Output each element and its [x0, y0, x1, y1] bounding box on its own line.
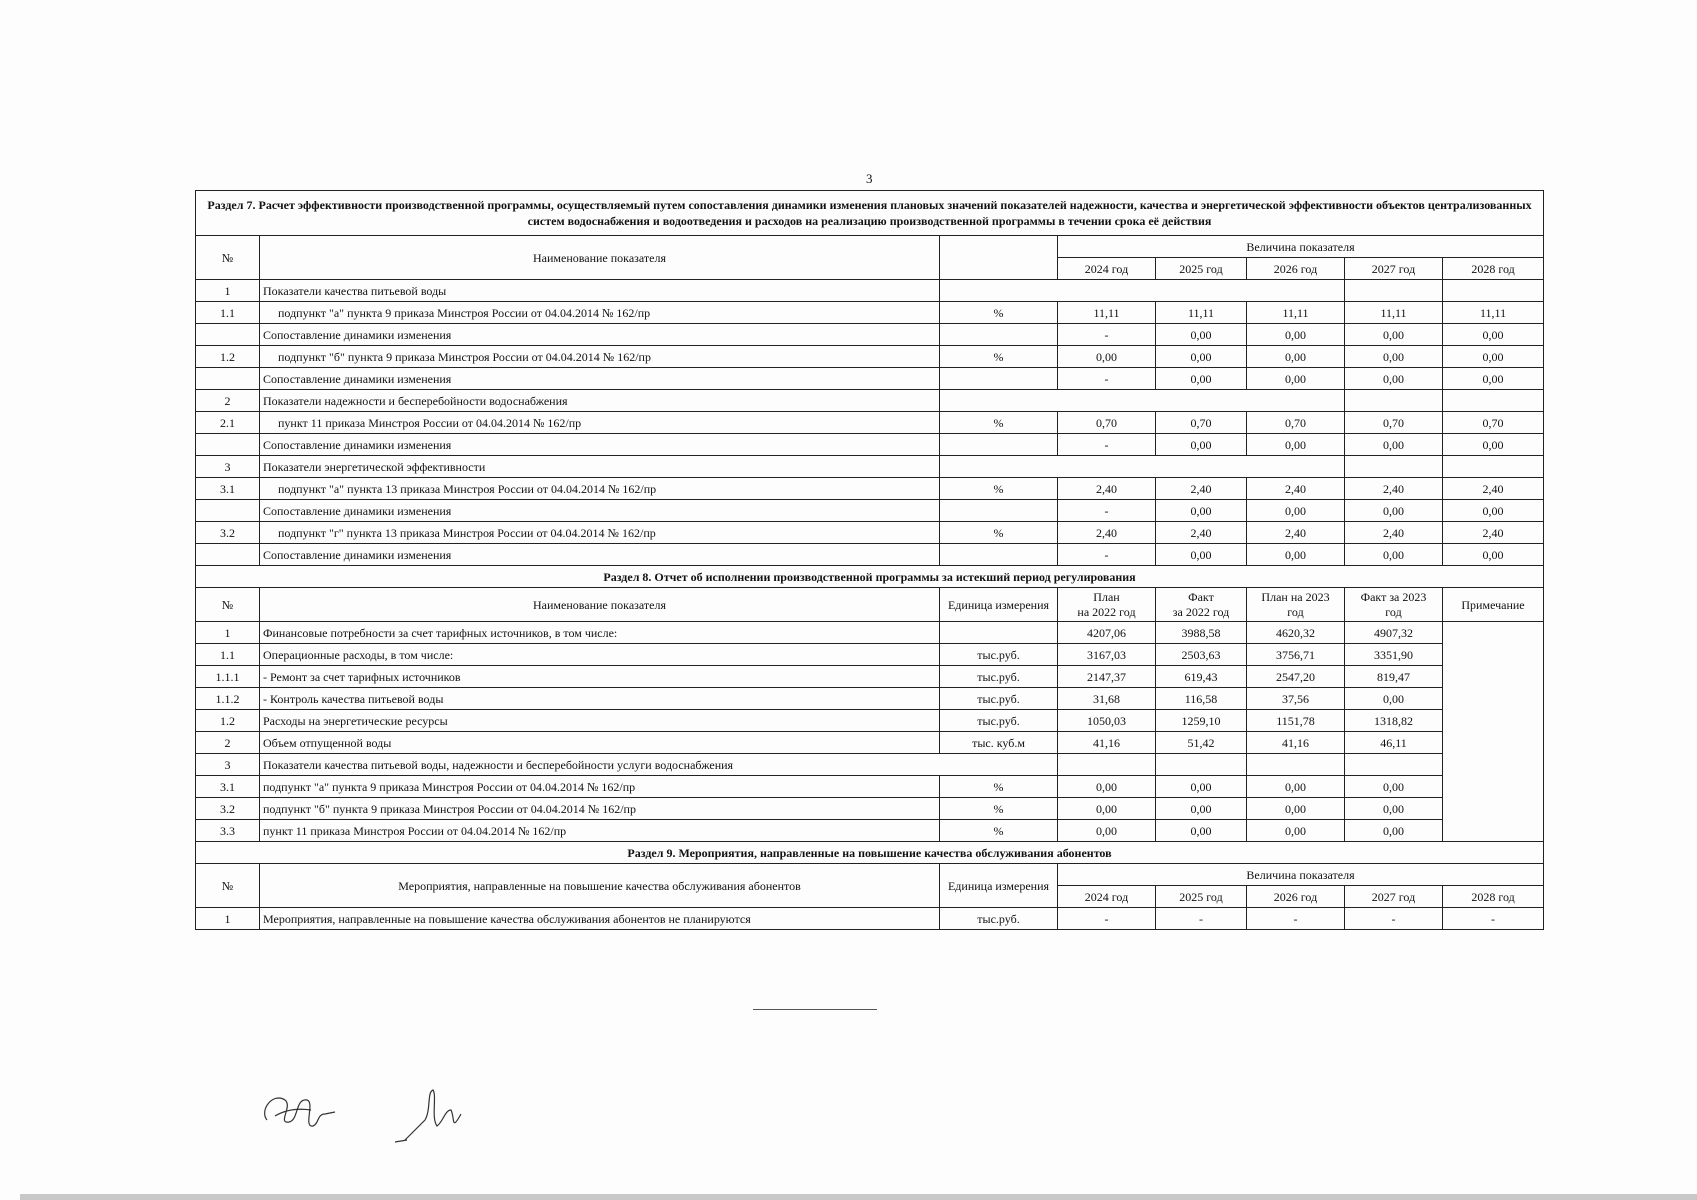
column-header-group: Величина показателя: [1058, 864, 1544, 886]
row-value: 0,00: [1156, 324, 1247, 346]
row-name: подпункт "а" пункта 9 приказа Минстроя России от 04.04.2014 № 162/пр: [260, 776, 940, 798]
row-number: 1.1.2: [196, 688, 260, 710]
row-unit: %: [940, 302, 1058, 324]
row-value: 0,00: [1345, 324, 1443, 346]
row-name: Показатели энергетической эффективности: [260, 456, 940, 478]
table-cell: [1247, 754, 1345, 776]
row-unit: тыс.руб.: [940, 644, 1058, 666]
row-name: Показатели надежности и бесперебойности водоснабжения: [260, 390, 940, 412]
column-header-no: №: [196, 236, 260, 280]
row-unit: тыс.руб.: [940, 710, 1058, 732]
table-row: [196, 544, 1544, 566]
table-row: [196, 412, 1544, 434]
table-cell: [1345, 280, 1443, 302]
row-name: подпункт "б" пункта 9 приказа Минстроя России от 04.04.2014 № 162/пр: [260, 346, 940, 368]
row-value: 2,40: [1247, 522, 1345, 544]
row-value: 2547,20: [1247, 666, 1345, 688]
row-unit: %: [940, 478, 1058, 500]
column-header-name: Мероприятия, направленные на повышение качества обслуживания абонентов: [260, 864, 940, 908]
row-name: Расходы на энергетические ресурсы: [260, 710, 940, 732]
row-value: 0,00: [1247, 500, 1345, 522]
row-value: 0,00: [1443, 368, 1544, 390]
signatures: [255, 1070, 495, 1150]
row-value: 0,00: [1058, 776, 1156, 798]
column-header-name: Наименование показателя: [260, 236, 940, 280]
table-cell: [940, 280, 1345, 302]
row-name: - Ремонт за счет тарифных источников: [260, 666, 940, 688]
section-9-title: Раздел 9. Мероприятия, направленные на повышение качества обслуживания абонентов: [196, 842, 1544, 864]
column-header-year: 2024 год: [1058, 886, 1156, 908]
column-header-fact-2023: [1345, 588, 1443, 622]
row-value: 3167,03: [1058, 644, 1156, 666]
row-value: 0,70: [1058, 412, 1156, 434]
table-cell: [1443, 280, 1544, 302]
row-unit: %: [940, 346, 1058, 368]
row-value: 0,00: [1345, 434, 1443, 456]
row-value: 3988,58: [1156, 622, 1247, 644]
column-header-plan-2023: [1247, 588, 1345, 622]
column-header-year: 2025 год: [1156, 258, 1247, 280]
row-value: 0,00: [1443, 544, 1544, 566]
page-number: 3: [866, 171, 873, 186]
table-row: [196, 302, 1544, 324]
header-line: за 2022 год: [1172, 604, 1230, 619]
row-number: 1.1: [196, 644, 260, 666]
table-row: [196, 522, 1544, 544]
row-value: 2147,37: [1058, 666, 1156, 688]
table-row: [196, 478, 1544, 500]
row-unit: тыс. куб.м: [940, 732, 1058, 754]
table-cell: [940, 456, 1345, 478]
row-value: 0,00: [1345, 688, 1443, 710]
column-header-year: 2026 год: [1247, 258, 1345, 280]
header-line: Факт: [1188, 589, 1214, 604]
row-value: 0,00: [1156, 544, 1247, 566]
row-value: 2,40: [1247, 478, 1345, 500]
row-number: 1: [196, 908, 260, 930]
column-header-fact-2022: [1156, 588, 1247, 622]
row-value: -: [1058, 324, 1156, 346]
row-value: -: [1058, 544, 1156, 566]
table-row: [196, 280, 1544, 302]
row-name: Сопоставление динамики изменения: [260, 434, 940, 456]
row-unit: [940, 324, 1058, 346]
row-note: [1443, 622, 1544, 842]
table-row: [196, 908, 1544, 930]
row-value: 0,00: [1443, 434, 1544, 456]
row-name: Мероприятия, направленные на повышение качества обслуживания абонентов не планируются: [260, 908, 940, 930]
row-value: 0,00: [1156, 798, 1247, 820]
row-value: 3351,90: [1345, 644, 1443, 666]
row-value: 0,00: [1247, 346, 1345, 368]
row-number: 1.2: [196, 346, 260, 368]
signature-2: [405, 1090, 461, 1140]
column-header-no: №: [196, 864, 260, 908]
row-name: Сопоставление динамики изменения: [260, 324, 940, 346]
row-value: 0,00: [1156, 776, 1247, 798]
row-value: 2,40: [1058, 478, 1156, 500]
row-value: -: [1345, 908, 1443, 930]
row-value: 11,11: [1247, 302, 1345, 324]
table-row: [196, 688, 1544, 710]
table-cell: [1345, 456, 1443, 478]
row-value: 2,40: [1345, 478, 1443, 500]
table-cell: [1443, 456, 1544, 478]
table-cell: [1443, 390, 1544, 412]
row-unit: %: [940, 776, 1058, 798]
row-value: 0,00: [1345, 346, 1443, 368]
header-line: год: [1385, 604, 1402, 619]
column-header-plan-2022: [1058, 588, 1156, 622]
row-value: 31,68: [1058, 688, 1156, 710]
row-value: 0,00: [1156, 500, 1247, 522]
scan-edge: [20, 1194, 1697, 1200]
row-number: 2: [196, 390, 260, 412]
row-value: 46,11: [1345, 732, 1443, 754]
row-value: 0,00: [1345, 798, 1443, 820]
row-value: 0,00: [1247, 368, 1345, 390]
row-value: 0,70: [1443, 412, 1544, 434]
row-value: 41,16: [1247, 732, 1345, 754]
row-number: 3: [196, 754, 260, 776]
row-value: 0,00: [1156, 434, 1247, 456]
column-header-group: Величина показателя: [1058, 236, 1544, 258]
table-cell: [940, 390, 1345, 412]
row-value: 0,00: [1156, 346, 1247, 368]
table-row: [196, 798, 1544, 820]
row-unit: [940, 622, 1058, 644]
row-number: [196, 500, 260, 522]
row-number: 3.1: [196, 478, 260, 500]
row-value: -: [1058, 500, 1156, 522]
row-unit: тыс.руб.: [940, 666, 1058, 688]
row-unit: [940, 368, 1058, 390]
table-row: [196, 776, 1544, 798]
table-row: [196, 754, 1544, 776]
row-value: 0,00: [1247, 434, 1345, 456]
row-value: 2,40: [1058, 522, 1156, 544]
row-value: 51,42: [1156, 732, 1247, 754]
column-header-year: 2028 год: [1443, 258, 1544, 280]
row-value: 0,00: [1443, 346, 1544, 368]
row-number: 3.3: [196, 820, 260, 842]
column-header-year: 2028 год: [1443, 886, 1544, 908]
table-row: [196, 710, 1544, 732]
table-row: [196, 732, 1544, 754]
row-unit: [940, 544, 1058, 566]
row-name: Сопоставление динамики изменения: [260, 544, 940, 566]
row-value: 11,11: [1345, 302, 1443, 324]
column-header-year: 2025 год: [1156, 886, 1247, 908]
row-value: 0,00: [1247, 776, 1345, 798]
row-unit: %: [940, 412, 1058, 434]
row-name: Операционные расходы, в том числе:: [260, 644, 940, 666]
row-value: 619,43: [1156, 666, 1247, 688]
row-number: 3.2: [196, 522, 260, 544]
row-name: пункт 11 приказа Минстроя России от 04.04.2014 № 162/пр: [260, 412, 940, 434]
row-value: 0,00: [1345, 776, 1443, 798]
row-unit: тыс.руб.: [940, 908, 1058, 930]
row-number: 2: [196, 732, 260, 754]
row-unit: %: [940, 820, 1058, 842]
table-row: [196, 324, 1544, 346]
row-number: 3: [196, 456, 260, 478]
row-number: 1: [196, 280, 260, 302]
row-value: 0,00: [1345, 368, 1443, 390]
row-value: 0,00: [1058, 346, 1156, 368]
row-value: 2,40: [1156, 478, 1247, 500]
row-value: 2,40: [1345, 522, 1443, 544]
row-value: 4620,32: [1247, 622, 1345, 644]
row-value: 0,00: [1058, 798, 1156, 820]
row-value: 1050,03: [1058, 710, 1156, 732]
row-value: 0,00: [1247, 544, 1345, 566]
row-value: 2,40: [1156, 522, 1247, 544]
row-value: 1151,78: [1247, 710, 1345, 732]
table-row: [196, 346, 1544, 368]
column-header-year: 2026 год: [1247, 886, 1345, 908]
row-number: 3.2: [196, 798, 260, 820]
table-row: [196, 390, 1544, 412]
column-header-no: №: [196, 588, 260, 622]
column-header-unit: Единица измерения: [940, 588, 1058, 622]
table-row: [196, 644, 1544, 666]
row-unit: [940, 500, 1058, 522]
row-number: [196, 324, 260, 346]
row-name: подпункт "г" пункта 13 приказа Минстроя России от 04.04.2014 № 162/пр: [260, 522, 940, 544]
row-name: Показатели качества питьевой воды: [260, 280, 940, 302]
table-row: [196, 500, 1544, 522]
row-unit: тыс.руб.: [940, 688, 1058, 710]
row-value: -: [1058, 908, 1156, 930]
row-value: 0,70: [1345, 412, 1443, 434]
row-name: подпункт "б" пункта 9 приказа Минстроя России от 04.04.2014 № 162/пр: [260, 798, 940, 820]
row-value: 37,56: [1247, 688, 1345, 710]
table-row: [196, 368, 1544, 390]
row-value: 0,00: [1443, 500, 1544, 522]
row-value: 4207,06: [1058, 622, 1156, 644]
row-name: Объем отпущенной воды: [260, 732, 940, 754]
column-header-year: 2024 год: [1058, 258, 1156, 280]
bottom-rule: [753, 1009, 877, 1010]
row-unit: %: [940, 522, 1058, 544]
row-value: 0,00: [1156, 820, 1247, 842]
header-line: План на 2023: [1261, 589, 1330, 604]
row-value: 116,58: [1156, 688, 1247, 710]
header-line: год: [1287, 604, 1304, 619]
row-value: 2503,63: [1156, 644, 1247, 666]
row-unit: %: [940, 798, 1058, 820]
column-header-name: Наименование показателя: [260, 588, 940, 622]
row-name: подпункт "а" пункта 9 приказа Минстроя России от 04.04.2014 № 162/пр: [260, 302, 940, 324]
row-value: 0,00: [1156, 368, 1247, 390]
table-cell: [1345, 754, 1443, 776]
row-value: 0,70: [1156, 412, 1247, 434]
row-value: 0,00: [1345, 544, 1443, 566]
table-cell: [1156, 754, 1247, 776]
row-number: [196, 368, 260, 390]
row-name: Сопоставление динамики изменения: [260, 368, 940, 390]
header-line: План: [1093, 589, 1120, 604]
column-header-year: 2027 год: [1345, 886, 1443, 908]
row-value: 0,00: [1247, 324, 1345, 346]
table-row: [196, 820, 1544, 842]
column-header-unit: [940, 236, 1058, 280]
row-number: 1.1: [196, 302, 260, 324]
row-number: 1.2: [196, 710, 260, 732]
row-value: 0,00: [1247, 820, 1345, 842]
table-cell: [1058, 754, 1156, 776]
row-value: -: [1058, 368, 1156, 390]
table-row: [196, 456, 1544, 478]
row-value: 41,16: [1058, 732, 1156, 754]
row-value: 0,00: [1345, 820, 1443, 842]
column-header-note: Примечание: [1443, 588, 1544, 622]
row-name: Финансовые потребности за счет тарифных источников, в том числе:: [260, 622, 940, 644]
table-row: [196, 622, 1544, 644]
column-header-year: 2027 год: [1345, 258, 1443, 280]
row-number: [196, 544, 260, 566]
row-value: 2,40: [1443, 478, 1544, 500]
row-name: пункт 11 приказа Минстроя России от 04.04.2014 № 162/пр: [260, 820, 940, 842]
row-value: -: [1247, 908, 1345, 930]
row-value: 4907,32: [1345, 622, 1443, 644]
row-value: 11,11: [1443, 302, 1544, 324]
row-value: 0,70: [1247, 412, 1345, 434]
row-value: 11,11: [1156, 302, 1247, 324]
column-header-unit: Единица измерения: [940, 864, 1058, 908]
row-value: 819,47: [1345, 666, 1443, 688]
row-value: 0,00: [1247, 798, 1345, 820]
row-unit: [940, 434, 1058, 456]
program-table: [195, 190, 1544, 930]
row-number: 1: [196, 622, 260, 644]
row-name: Сопоставление динамики изменения: [260, 500, 940, 522]
header-line: Факт за 2023: [1360, 589, 1427, 604]
row-value: 11,11: [1058, 302, 1156, 324]
table-row: [196, 434, 1544, 456]
section-7-title: Раздел 7. Расчет эффективности производственной программы, осуществляемый путем сопоставления динамики изменения плановых значений показателей надежности, качества и энергетической эффективности объектов централизованных систем водоснабжения и водоотведения и расходов на реализацию производственной программы в течении срока её действия: [196, 191, 1544, 236]
row-value: -: [1058, 434, 1156, 456]
row-value: -: [1443, 908, 1544, 930]
row-value: 0,00: [1345, 500, 1443, 522]
signature-1: [265, 1098, 335, 1126]
section-8-title: Раздел 8. Отчет об исполнении производственной программы за истекший период регулирования: [196, 566, 1544, 588]
row-name: - Контроль качества питьевой воды: [260, 688, 940, 710]
row-value: 0,00: [1058, 820, 1156, 842]
row-name: Показатели качества питьевой воды, надежности и бесперебойности услуги водоснабжения: [260, 754, 1058, 776]
row-value: 2,40: [1443, 522, 1544, 544]
row-number: 1.1.1: [196, 666, 260, 688]
row-value: 3756,71: [1247, 644, 1345, 666]
row-number: 3.1: [196, 776, 260, 798]
row-name: подпункт "а" пункта 13 приказа Минстроя России от 04.04.2014 № 162/пр: [260, 478, 940, 500]
row-value: 0,00: [1443, 324, 1544, 346]
header-line: на 2022 год: [1077, 604, 1136, 619]
row-value: 1259,10: [1156, 710, 1247, 732]
table-row: [196, 666, 1544, 688]
table-cell: [1345, 390, 1443, 412]
row-value: 1318,82: [1345, 710, 1443, 732]
row-number: 2.1: [196, 412, 260, 434]
row-value: -: [1156, 908, 1247, 930]
row-number: [196, 434, 260, 456]
